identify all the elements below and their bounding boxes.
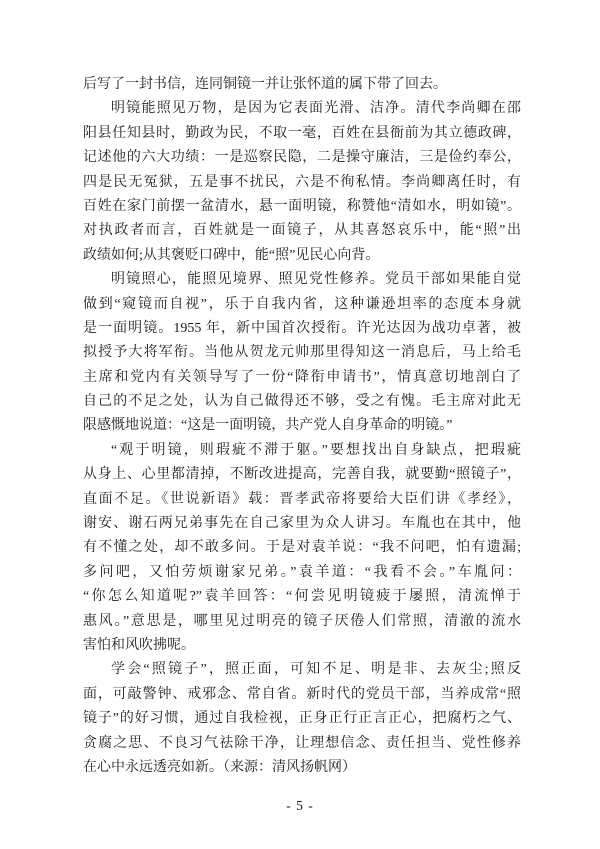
text-line: 限感慨地说道：“这是一面明镜，共产党人自身革命的明镜。”: [83, 418, 453, 434]
text-line: 学会“照镜子”，照正面，可知不足、明是非、去灰尘;照反: [111, 662, 521, 678]
text-line: 四是民无冤狱，五是事不扰民，六是不徇私情。李尚卿离任时，有: [83, 174, 521, 190]
text-line: 害怕和风吹拂呢。: [83, 637, 195, 653]
text-line: 明镜照心，能照见境界、照见党性修养。党员干部如果能自觉: [111, 272, 521, 288]
text-line: 主席和党内有关领导写了一份“降衔申请书”，情真意切地剖白了: [83, 369, 521, 385]
text-line: 多问吧，又怕劳烦谢家兄弟。”袁羊道：“我看不会。”车胤问：: [83, 564, 521, 580]
text-line: 后写了一封书信，连同铜镜一并让张怀道的属下带了回去。: [83, 77, 447, 92]
text-line: “观于明镜，则瑕疵不滞于躯。”要想找出自身缺点，把瑕疵: [111, 442, 521, 458]
text-line: 阳县任知县时，勤政为民，不取一毫，百姓在县衙前为其立德政碑，: [83, 125, 521, 141]
text-line: 谢安、谢石两兄弟事先在自己家里为众人讲习。车胤也在其中，他: [83, 516, 521, 532]
text-line: 在心中永远透亮如新。（来源：清风扬帆网）: [83, 759, 356, 775]
text-line: 自己的不足之处，认为自己做得还不够，受之有愧。毛主席对此无: [83, 394, 521, 410]
text-line: “你怎么知道呢?”袁羊回答：“何尝见明镜疲于屡照，清流惮于: [83, 589, 521, 605]
text-line: 做到“窥镜而自视”，乐于自我内省，这种谦逊坦率的态度本身就: [83, 296, 521, 312]
text-line: 明镜能照见万物，是因为它表面光滑、洁净。清代李尚卿在邵: [111, 101, 521, 117]
document-body: [83, 73, 521, 780]
page-number: - 5 -: [286, 798, 314, 813]
text-line: 是一面明镜。1955 年，新中国首次授衔。许光达因为战功卓著，被: [83, 320, 521, 336]
text-line: 面，可敲警钟、戒邪念、常自省。新时代的党员干部，当养成常“照: [83, 686, 521, 702]
text-line: 政绩如何;从其褒贬口碑中，能“照”见民心向背。: [83, 247, 380, 263]
text-line: 对执政者而言，百姓就是一面镜子，从其喜怒哀乐中，能“照”出: [83, 223, 521, 239]
text-line: 惠风。”意思是，哪里见过明亮的镜子厌倦人们常照，清澈的流水: [83, 613, 521, 629]
text-line: 拟授予大将军衔。当他从贺龙元帅那里得知这一消息后，马上给毛: [83, 345, 521, 361]
text-line: 记述他的六大功绩：一是巡察民隐，二是操守廉洁，三是俭约奉公，: [83, 150, 521, 166]
text-line: 有不懂之处，却不敢多问。于是对袁羊说：“我不问吧，怕有遗漏;: [83, 540, 521, 556]
text-line: 镜子”的好习惯，通过自我检视，正身正行正言正心，把腐朽之气、: [83, 711, 521, 727]
text-line: 百姓在家门前摆一盆清水，悬一面明镜，称赞他“清如水，明如镜”。: [83, 198, 521, 214]
text-line: 贪腐之思、不良习气祛除干净，让理想信念、责任担当、党性修养: [83, 735, 521, 751]
text-line: 直面不足。《世说新语》载：晋孝武帝将要给大臣们讲《孝经》，: [83, 491, 521, 507]
text-line: 从身上、心里都清掉，不断改进提高，完善自我，就要勤“照镜子”，: [83, 467, 521, 483]
